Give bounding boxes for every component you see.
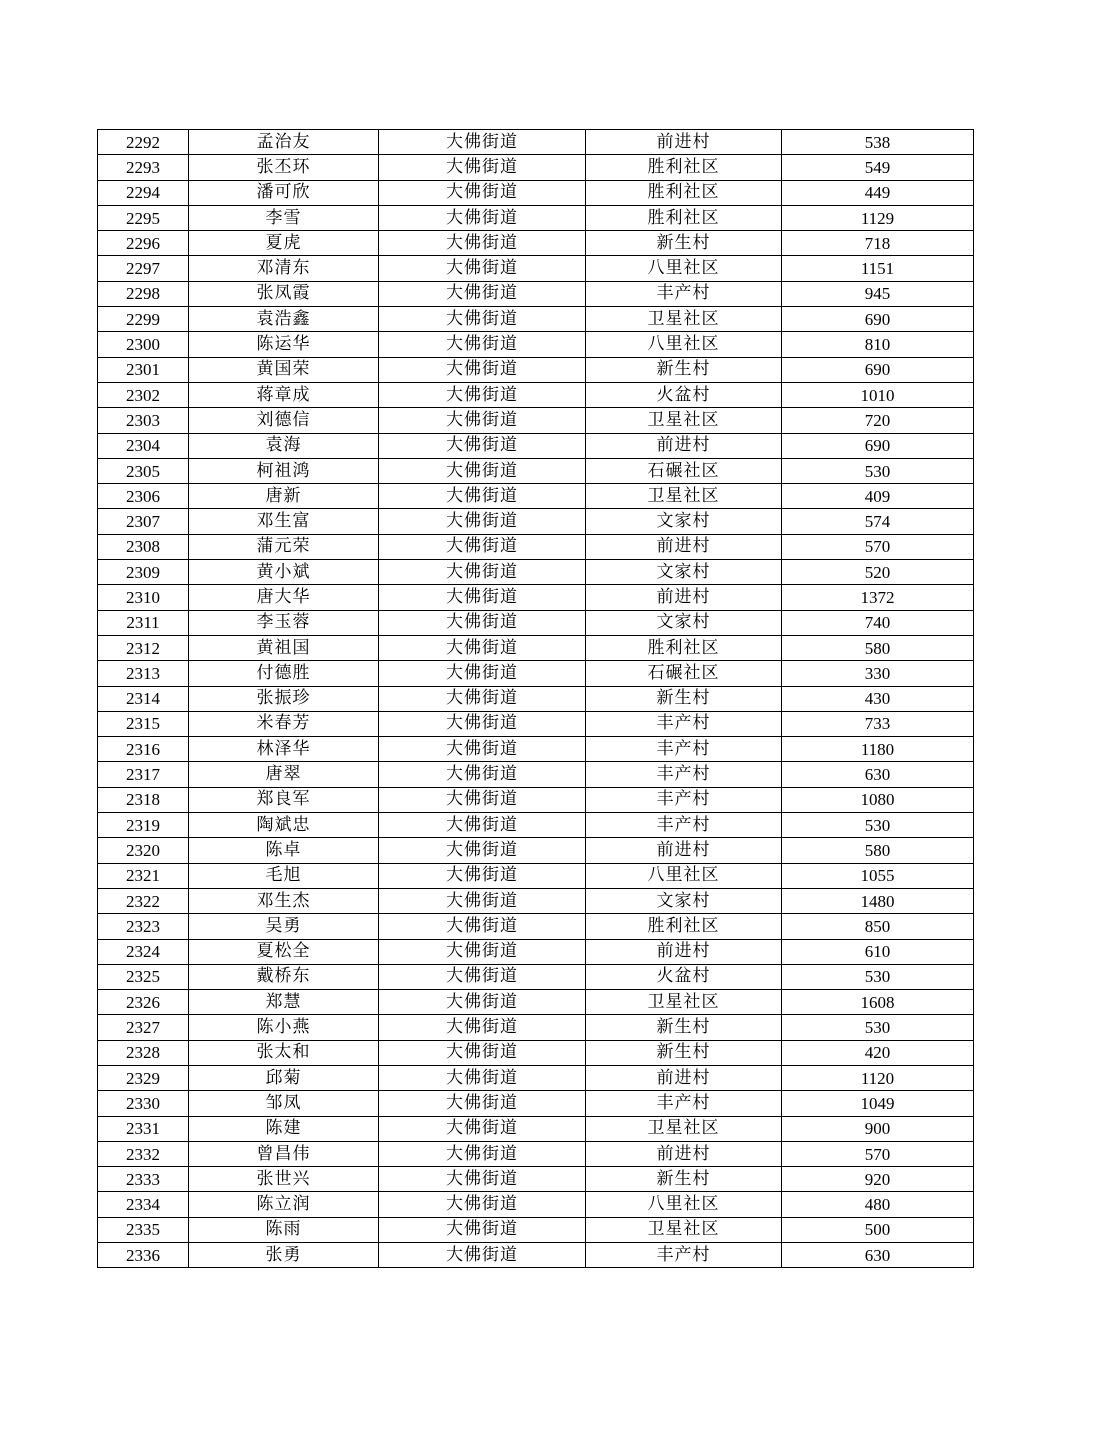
amount-cell: 920 bbox=[782, 1167, 974, 1192]
table-row bbox=[98, 990, 974, 1015]
village-cell: 文家村 bbox=[586, 509, 782, 534]
serial-number-cell: 2326 bbox=[98, 990, 189, 1015]
amount-cell: 690 bbox=[782, 433, 974, 458]
village-cell: 八里社区 bbox=[586, 332, 782, 357]
amount-cell: 570 bbox=[782, 1141, 974, 1166]
village-cell: 胜利社区 bbox=[586, 180, 782, 205]
street-cell: 大佛街道 bbox=[379, 914, 586, 939]
amount-cell: 810 bbox=[782, 332, 974, 357]
serial-number-cell: 2325 bbox=[98, 964, 189, 989]
serial-number-cell: 2315 bbox=[98, 711, 189, 736]
street-cell: 大佛街道 bbox=[379, 990, 586, 1015]
street-cell: 大佛街道 bbox=[379, 180, 586, 205]
name-cell: 袁浩鑫 bbox=[189, 307, 379, 332]
name-cell: 邹凤 bbox=[189, 1091, 379, 1116]
street-cell: 大佛街道 bbox=[379, 509, 586, 534]
amount-cell: 449 bbox=[782, 180, 974, 205]
serial-number-cell: 2324 bbox=[98, 939, 189, 964]
name-cell: 郑慧 bbox=[189, 990, 379, 1015]
village-cell: 丰产村 bbox=[586, 737, 782, 762]
amount-cell: 530 bbox=[782, 458, 974, 483]
table-row bbox=[98, 1116, 974, 1141]
street-cell: 大佛街道 bbox=[379, 1015, 586, 1040]
table-row bbox=[98, 661, 974, 686]
name-cell: 陈立润 bbox=[189, 1192, 379, 1217]
name-cell: 张世兴 bbox=[189, 1167, 379, 1192]
serial-number-cell: 2314 bbox=[98, 686, 189, 711]
street-cell: 大佛街道 bbox=[379, 458, 586, 483]
village-cell: 丰产村 bbox=[586, 1091, 782, 1116]
street-cell: 大佛街道 bbox=[379, 787, 586, 812]
name-cell: 张丕环 bbox=[189, 155, 379, 180]
name-cell: 邓生富 bbox=[189, 509, 379, 534]
name-cell: 陶斌忠 bbox=[189, 813, 379, 838]
name-cell: 陈运华 bbox=[189, 332, 379, 357]
village-cell: 前进村 bbox=[586, 1065, 782, 1090]
name-cell: 唐翠 bbox=[189, 762, 379, 787]
street-cell: 大佛街道 bbox=[379, 964, 586, 989]
serial-number-cell: 2329 bbox=[98, 1065, 189, 1090]
name-cell: 张太和 bbox=[189, 1040, 379, 1065]
name-cell: 唐大华 bbox=[189, 585, 379, 610]
village-cell: 丰产村 bbox=[586, 813, 782, 838]
serial-number-cell: 2300 bbox=[98, 332, 189, 357]
serial-number-cell: 2303 bbox=[98, 408, 189, 433]
village-cell: 胜利社区 bbox=[586, 205, 782, 230]
amount-cell: 330 bbox=[782, 661, 974, 686]
serial-number-cell: 2323 bbox=[98, 914, 189, 939]
street-cell: 大佛街道 bbox=[379, 610, 586, 635]
village-cell: 新生村 bbox=[586, 231, 782, 256]
amount-cell: 1055 bbox=[782, 863, 974, 888]
village-cell: 卫星社区 bbox=[586, 484, 782, 509]
village-cell: 石碾社区 bbox=[586, 661, 782, 686]
name-cell: 夏虎 bbox=[189, 231, 379, 256]
village-cell: 新生村 bbox=[586, 1167, 782, 1192]
street-cell: 大佛街道 bbox=[379, 1243, 586, 1268]
village-cell: 前进村 bbox=[586, 433, 782, 458]
table-row bbox=[98, 863, 974, 888]
village-cell: 八里社区 bbox=[586, 256, 782, 281]
serial-number-cell: 2316 bbox=[98, 737, 189, 762]
village-cell: 丰产村 bbox=[586, 787, 782, 812]
serial-number-cell: 2294 bbox=[98, 180, 189, 205]
name-cell: 陈卓 bbox=[189, 838, 379, 863]
name-cell: 李玉蓉 bbox=[189, 610, 379, 635]
village-cell: 胜利社区 bbox=[586, 155, 782, 180]
village-cell: 新生村 bbox=[586, 357, 782, 382]
street-cell: 大佛街道 bbox=[379, 1141, 586, 1166]
table-row bbox=[98, 205, 974, 230]
amount-cell: 570 bbox=[782, 534, 974, 559]
village-cell: 卫星社区 bbox=[586, 1116, 782, 1141]
table-row bbox=[98, 1192, 974, 1217]
table-row bbox=[98, 939, 974, 964]
name-cell: 邓生杰 bbox=[189, 888, 379, 913]
serial-number-cell: 2307 bbox=[98, 509, 189, 534]
name-cell: 张振珍 bbox=[189, 686, 379, 711]
name-cell: 刘德信 bbox=[189, 408, 379, 433]
serial-number-cell: 2317 bbox=[98, 762, 189, 787]
amount-cell: 945 bbox=[782, 281, 974, 306]
amount-cell: 580 bbox=[782, 635, 974, 660]
street-cell: 大佛街道 bbox=[379, 939, 586, 964]
amount-cell: 850 bbox=[782, 914, 974, 939]
roster-table bbox=[97, 129, 974, 1268]
amount-cell: 740 bbox=[782, 610, 974, 635]
table-row bbox=[98, 484, 974, 509]
table-row bbox=[98, 838, 974, 863]
serial-number-cell: 2293 bbox=[98, 155, 189, 180]
table-row bbox=[98, 180, 974, 205]
table-row bbox=[98, 813, 974, 838]
name-cell: 黄祖国 bbox=[189, 635, 379, 660]
amount-cell: 733 bbox=[782, 711, 974, 736]
village-cell: 丰产村 bbox=[586, 711, 782, 736]
serial-number-cell: 2313 bbox=[98, 661, 189, 686]
serial-number-cell: 2301 bbox=[98, 357, 189, 382]
street-cell: 大佛街道 bbox=[379, 433, 586, 458]
village-cell: 卫星社区 bbox=[586, 990, 782, 1015]
street-cell: 大佛街道 bbox=[379, 560, 586, 585]
name-cell: 陈小燕 bbox=[189, 1015, 379, 1040]
table-row bbox=[98, 256, 974, 281]
table-row bbox=[98, 155, 974, 180]
amount-cell: 520 bbox=[782, 560, 974, 585]
village-cell: 新生村 bbox=[586, 1015, 782, 1040]
name-cell: 陈建 bbox=[189, 1116, 379, 1141]
street-cell: 大佛街道 bbox=[379, 382, 586, 407]
amount-cell: 580 bbox=[782, 838, 974, 863]
roster-table-body bbox=[98, 130, 974, 1268]
village-cell: 新生村 bbox=[586, 686, 782, 711]
street-cell: 大佛街道 bbox=[379, 762, 586, 787]
name-cell: 蒲元荣 bbox=[189, 534, 379, 559]
name-cell: 米春芳 bbox=[189, 711, 379, 736]
street-cell: 大佛街道 bbox=[379, 357, 586, 382]
street-cell: 大佛街道 bbox=[379, 130, 586, 155]
table-row bbox=[98, 458, 974, 483]
serial-number-cell: 2292 bbox=[98, 130, 189, 155]
name-cell: 张凤霞 bbox=[189, 281, 379, 306]
amount-cell: 1151 bbox=[782, 256, 974, 281]
table-row bbox=[98, 1167, 974, 1192]
table-row bbox=[98, 382, 974, 407]
village-cell: 卫星社区 bbox=[586, 408, 782, 433]
street-cell: 大佛街道 bbox=[379, 484, 586, 509]
amount-cell: 1080 bbox=[782, 787, 974, 812]
serial-number-cell: 2336 bbox=[98, 1243, 189, 1268]
serial-number-cell: 2328 bbox=[98, 1040, 189, 1065]
amount-cell: 720 bbox=[782, 408, 974, 433]
name-cell: 曾昌伟 bbox=[189, 1141, 379, 1166]
amount-cell: 610 bbox=[782, 939, 974, 964]
table-row bbox=[98, 1065, 974, 1090]
name-cell: 柯祖鸿 bbox=[189, 458, 379, 483]
amount-cell: 1480 bbox=[782, 888, 974, 913]
serial-number-cell: 2299 bbox=[98, 307, 189, 332]
village-cell: 前进村 bbox=[586, 939, 782, 964]
amount-cell: 718 bbox=[782, 231, 974, 256]
village-cell: 卫星社区 bbox=[586, 1217, 782, 1242]
amount-cell: 1608 bbox=[782, 990, 974, 1015]
name-cell: 毛旭 bbox=[189, 863, 379, 888]
name-cell: 陈雨 bbox=[189, 1217, 379, 1242]
serial-number-cell: 2296 bbox=[98, 231, 189, 256]
name-cell: 邓清东 bbox=[189, 256, 379, 281]
table-row bbox=[98, 787, 974, 812]
village-cell: 前进村 bbox=[586, 838, 782, 863]
amount-cell: 549 bbox=[782, 155, 974, 180]
name-cell: 郑良军 bbox=[189, 787, 379, 812]
amount-cell: 430 bbox=[782, 686, 974, 711]
street-cell: 大佛街道 bbox=[379, 1065, 586, 1090]
serial-number-cell: 2310 bbox=[98, 585, 189, 610]
table-row bbox=[98, 1015, 974, 1040]
amount-cell: 1129 bbox=[782, 205, 974, 230]
street-cell: 大佛街道 bbox=[379, 686, 586, 711]
serial-number-cell: 2332 bbox=[98, 1141, 189, 1166]
serial-number-cell: 2331 bbox=[98, 1116, 189, 1141]
table-row bbox=[98, 686, 974, 711]
serial-number-cell: 2322 bbox=[98, 888, 189, 913]
name-cell: 袁海 bbox=[189, 433, 379, 458]
village-cell: 胜利社区 bbox=[586, 914, 782, 939]
street-cell: 大佛街道 bbox=[379, 813, 586, 838]
street-cell: 大佛街道 bbox=[379, 737, 586, 762]
name-cell: 黄国荣 bbox=[189, 357, 379, 382]
table-row bbox=[98, 585, 974, 610]
table-row bbox=[98, 1217, 974, 1242]
table-row bbox=[98, 307, 974, 332]
serial-number-cell: 2308 bbox=[98, 534, 189, 559]
table-row bbox=[98, 610, 974, 635]
amount-cell: 630 bbox=[782, 762, 974, 787]
amount-cell: 480 bbox=[782, 1192, 974, 1217]
street-cell: 大佛街道 bbox=[379, 888, 586, 913]
serial-number-cell: 2302 bbox=[98, 382, 189, 407]
street-cell: 大佛街道 bbox=[379, 585, 586, 610]
village-cell: 八里社区 bbox=[586, 1192, 782, 1217]
village-cell: 新生村 bbox=[586, 1040, 782, 1065]
table-row bbox=[98, 408, 974, 433]
village-cell: 前进村 bbox=[586, 1141, 782, 1166]
amount-cell: 420 bbox=[782, 1040, 974, 1065]
table-row bbox=[98, 964, 974, 989]
street-cell: 大佛街道 bbox=[379, 1217, 586, 1242]
village-cell: 丰产村 bbox=[586, 1243, 782, 1268]
serial-number-cell: 2309 bbox=[98, 560, 189, 585]
table-row bbox=[98, 888, 974, 913]
name-cell: 潘可欣 bbox=[189, 180, 379, 205]
street-cell: 大佛街道 bbox=[379, 307, 586, 332]
amount-cell: 538 bbox=[782, 130, 974, 155]
amount-cell: 409 bbox=[782, 484, 974, 509]
table-row bbox=[98, 1243, 974, 1268]
street-cell: 大佛街道 bbox=[379, 332, 586, 357]
serial-number-cell: 2335 bbox=[98, 1217, 189, 1242]
serial-number-cell: 2327 bbox=[98, 1015, 189, 1040]
village-cell: 卫星社区 bbox=[586, 307, 782, 332]
table-row bbox=[98, 332, 974, 357]
amount-cell: 574 bbox=[782, 509, 974, 534]
street-cell: 大佛街道 bbox=[379, 1116, 586, 1141]
table-row bbox=[98, 914, 974, 939]
table-row bbox=[98, 231, 974, 256]
table-row bbox=[98, 560, 974, 585]
name-cell: 夏松全 bbox=[189, 939, 379, 964]
table-row bbox=[98, 711, 974, 736]
village-cell: 胜利社区 bbox=[586, 635, 782, 660]
amount-cell: 530 bbox=[782, 813, 974, 838]
serial-number-cell: 2304 bbox=[98, 433, 189, 458]
street-cell: 大佛街道 bbox=[379, 231, 586, 256]
village-cell: 前进村 bbox=[586, 534, 782, 559]
street-cell: 大佛街道 bbox=[379, 838, 586, 863]
village-cell: 石碾社区 bbox=[586, 458, 782, 483]
amount-cell: 1010 bbox=[782, 382, 974, 407]
serial-number-cell: 2320 bbox=[98, 838, 189, 863]
serial-number-cell: 2312 bbox=[98, 635, 189, 660]
table-row bbox=[98, 737, 974, 762]
name-cell: 林泽华 bbox=[189, 737, 379, 762]
village-cell: 丰产村 bbox=[586, 281, 782, 306]
name-cell: 李雪 bbox=[189, 205, 379, 230]
street-cell: 大佛街道 bbox=[379, 1192, 586, 1217]
street-cell: 大佛街道 bbox=[379, 205, 586, 230]
village-cell: 前进村 bbox=[586, 585, 782, 610]
serial-number-cell: 2311 bbox=[98, 610, 189, 635]
amount-cell: 1120 bbox=[782, 1065, 974, 1090]
serial-number-cell: 2306 bbox=[98, 484, 189, 509]
table-row bbox=[98, 281, 974, 306]
amount-cell: 690 bbox=[782, 307, 974, 332]
table-row bbox=[98, 635, 974, 660]
street-cell: 大佛街道 bbox=[379, 256, 586, 281]
table-row bbox=[98, 130, 974, 155]
name-cell: 付德胜 bbox=[189, 661, 379, 686]
village-cell: 火盆村 bbox=[586, 382, 782, 407]
street-cell: 大佛街道 bbox=[379, 408, 586, 433]
table-row bbox=[98, 357, 974, 382]
name-cell: 张勇 bbox=[189, 1243, 379, 1268]
serial-number-cell: 2321 bbox=[98, 863, 189, 888]
table-row bbox=[98, 762, 974, 787]
table-row bbox=[98, 1091, 974, 1116]
serial-number-cell: 2295 bbox=[98, 205, 189, 230]
village-cell: 文家村 bbox=[586, 888, 782, 913]
amount-cell: 1049 bbox=[782, 1091, 974, 1116]
serial-number-cell: 2318 bbox=[98, 787, 189, 812]
serial-number-cell: 2333 bbox=[98, 1167, 189, 1192]
name-cell: 孟治友 bbox=[189, 130, 379, 155]
table-row bbox=[98, 1141, 974, 1166]
village-cell: 火盆村 bbox=[586, 964, 782, 989]
amount-cell: 690 bbox=[782, 357, 974, 382]
village-cell: 八里社区 bbox=[586, 863, 782, 888]
name-cell: 唐新 bbox=[189, 484, 379, 509]
street-cell: 大佛街道 bbox=[379, 661, 586, 686]
serial-number-cell: 2334 bbox=[98, 1192, 189, 1217]
village-cell: 丰产村 bbox=[586, 762, 782, 787]
street-cell: 大佛街道 bbox=[379, 281, 586, 306]
serial-number-cell: 2305 bbox=[98, 458, 189, 483]
amount-cell: 630 bbox=[782, 1243, 974, 1268]
table-row bbox=[98, 509, 974, 534]
village-cell: 前进村 bbox=[586, 130, 782, 155]
name-cell: 戴桥东 bbox=[189, 964, 379, 989]
street-cell: 大佛街道 bbox=[379, 711, 586, 736]
amount-cell: 1180 bbox=[782, 737, 974, 762]
street-cell: 大佛街道 bbox=[379, 1091, 586, 1116]
street-cell: 大佛街道 bbox=[379, 635, 586, 660]
serial-number-cell: 2297 bbox=[98, 256, 189, 281]
name-cell: 邱菊 bbox=[189, 1065, 379, 1090]
street-cell: 大佛街道 bbox=[379, 863, 586, 888]
serial-number-cell: 2319 bbox=[98, 813, 189, 838]
amount-cell: 1372 bbox=[782, 585, 974, 610]
amount-cell: 530 bbox=[782, 964, 974, 989]
table-row bbox=[98, 433, 974, 458]
name-cell: 吴勇 bbox=[189, 914, 379, 939]
amount-cell: 900 bbox=[782, 1116, 974, 1141]
serial-number-cell: 2298 bbox=[98, 281, 189, 306]
name-cell: 黄小斌 bbox=[189, 560, 379, 585]
amount-cell: 500 bbox=[782, 1217, 974, 1242]
street-cell: 大佛街道 bbox=[379, 534, 586, 559]
amount-cell: 530 bbox=[782, 1015, 974, 1040]
street-cell: 大佛街道 bbox=[379, 155, 586, 180]
village-cell: 文家村 bbox=[586, 560, 782, 585]
serial-number-cell: 2330 bbox=[98, 1091, 189, 1116]
table-row bbox=[98, 1040, 974, 1065]
village-cell: 文家村 bbox=[586, 610, 782, 635]
name-cell: 蒋章成 bbox=[189, 382, 379, 407]
table-row bbox=[98, 534, 974, 559]
street-cell: 大佛街道 bbox=[379, 1040, 586, 1065]
street-cell: 大佛街道 bbox=[379, 1167, 586, 1192]
